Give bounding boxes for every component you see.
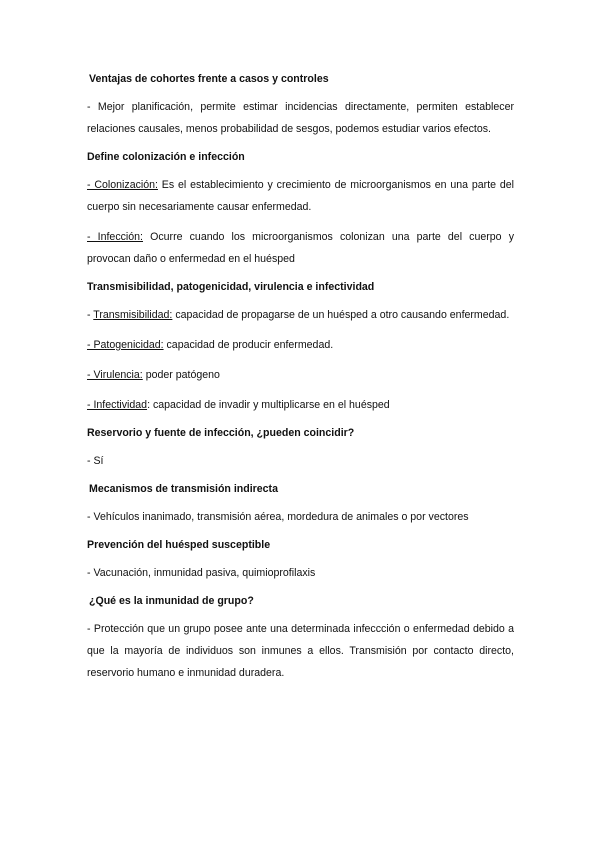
answer-inmunidad: - Protección que un grupo posee ante una determinada infeccción o enfermedad debido a que la mayoría de individuos son inmunes a ellos. Transmisión por contacto directo, reservorio humano e inmunidad duradera. [87,623,514,679]
term-virulencia: - Virulencia: [87,369,143,381]
def-infeccion: Ocurre cuando los microorganismos colonizan una parte del cuerpo y provocan daño o enfermedad en el huésped [87,231,514,265]
def-infectividad: : capacidad de invadir y multiplicarse en el huésped [147,399,390,411]
definition-transmisibilidad [87,304,514,326]
def-virulencia: poder patógeno [142,369,220,381]
heading-transmisibilidad: Transmisibilidad, patogenicidad, virulencia e infectividad [87,281,375,293]
def-colonizacion: Es el establecimiento y crecimiento de microorganismos en una parte del cuerpo sin necesariamente causar enfermedad. [87,179,514,213]
definition-infectividad [87,394,514,416]
heading-reservorio: Reservorio y fuente de infección, ¿pueden coincidir? [87,427,355,439]
answer-reservorio: - Sí [87,455,104,467]
heading-colonizacion: Define colonización e infección [87,151,245,163]
heading-inmunidad: ¿Qué es la inmunidad de grupo? [89,595,254,607]
term-patogenicidad: - Patogenicidad: [87,339,164,351]
definition-infeccion [87,226,514,270]
answer-cohortes: - Mejor planificación, permite estimar incidencias directamente, permiten establecer relaciones causales, menos probabilidad de sesgos, podemos estudiar varios efectos. [87,101,514,135]
answer-prevencion: - Vacunación, inmunidad pasiva, quimioprofilaxis [87,567,316,579]
heading-mecanismos: Mecanismos de transmisión indirecta [89,483,278,495]
document-page [87,70,514,684]
answer-mecanismos: - Vehículos inanimado, transmisión aérea, mordedura de animales o por vectores [87,511,469,523]
prefix-transmisibilidad: - [87,309,94,321]
definition-virulencia [87,364,514,386]
term-transmisibilidad: Transmisibilidad: [93,309,173,321]
definition-colonizacion [87,174,514,218]
term-infeccion: - Infección: [87,231,143,243]
term-colonizacion: - Colonización: [87,179,158,191]
heading-cohortes: Ventajas de cohortes frente a casos y controles [89,73,329,85]
term-infectividad: - Infectividad [87,399,148,411]
def-transmisibilidad: capacidad de propagarse de un huésped a otro causando enfermedad. [172,309,510,321]
heading-prevencion: Prevención del huésped susceptible [87,539,271,551]
definition-patogenicidad [87,334,514,356]
def-patogenicidad: capacidad de producir enfermedad. [163,339,334,351]
